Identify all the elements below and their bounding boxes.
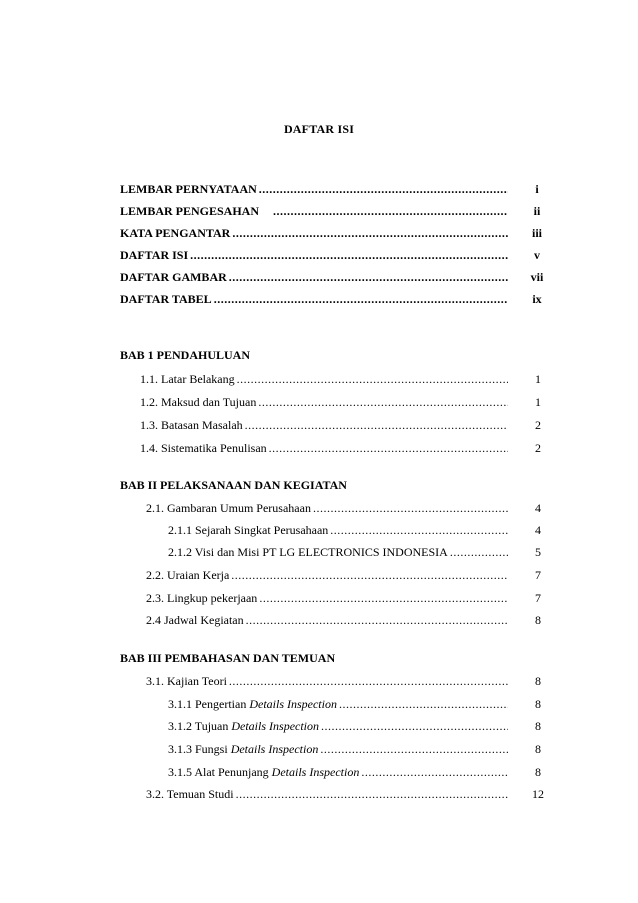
toc-label: 2.2. Uraian Kerja: [146, 568, 230, 582]
toc-page-number: 7: [535, 591, 541, 605]
toc-label: KATA PENGANTAR: [120, 226, 231, 240]
toc-label: 1.2. Maksud dan Tujuan: [140, 395, 257, 409]
toc-row-3-1[interactable]: [0, 672, 638, 690]
toc-page-number: ii: [533, 204, 541, 218]
toc-label: [168, 763, 359, 781]
dot-leader: [232, 224, 508, 242]
dot-leader: [214, 290, 508, 308]
toc-label: 2.3. Lingkup pekerjaan: [146, 591, 258, 605]
page-title: DAFTAR ISI: [283, 122, 355, 136]
toc-label: 1.3. Batasan Masalah: [140, 418, 243, 432]
dot-leader: [361, 763, 508, 781]
toc-page-number: v: [534, 248, 540, 262]
dot-leader: [320, 740, 508, 758]
toc-row-daftar-isi[interactable]: [0, 246, 638, 264]
toc-page-number: vii: [530, 270, 544, 284]
toc-row-1-1[interactable]: [0, 370, 638, 388]
toc-label: DAFTAR GAMBAR: [120, 270, 227, 284]
toc-page-number: 8: [535, 719, 541, 733]
toc-page-number: 4: [535, 501, 541, 515]
toc-label-italic: Details Inspection: [231, 719, 320, 733]
toc-label-italic: Details Inspection: [230, 742, 319, 756]
toc-label: 1.1. Latar Belakang: [140, 372, 235, 386]
dot-leader: [313, 499, 508, 517]
toc-label: [168, 740, 318, 758]
toc-page-number: ix: [532, 292, 542, 306]
toc-row-kata-pengantar[interactable]: [0, 224, 638, 242]
dot-leader: [231, 566, 508, 584]
dot-leader: [259, 589, 508, 607]
toc-page-number: 8: [535, 742, 541, 756]
toc-row-2-3[interactable]: [0, 589, 638, 607]
toc-row-2-4[interactable]: [0, 611, 638, 629]
dot-leader: [339, 695, 508, 713]
dot-leader: [246, 611, 508, 629]
dot-leader: [245, 416, 508, 434]
toc-page-number: 8: [535, 674, 541, 688]
toc-label: 3.2. Temuan Studi: [146, 787, 234, 801]
toc-row-3-1-3[interactable]: [0, 740, 638, 758]
toc-label: 2.1. Gambaran Umum Perusahaan: [146, 501, 311, 515]
toc-page-number: iii: [531, 226, 542, 240]
toc-page-number: i: [535, 182, 539, 196]
toc-row-3-1-5[interactable]: [0, 763, 638, 781]
toc-row-2-1-1[interactable]: [0, 521, 638, 539]
toc-page-number: 4: [535, 523, 541, 537]
toc-label: LEMBAR PERNYATAAN: [120, 182, 257, 196]
toc-label: 3.1. Kajian Teori: [146, 674, 227, 688]
dot-leader: [269, 439, 508, 457]
toc-label: LEMBAR PENGESAHAN: [120, 204, 260, 218]
section-heading-bab-3: BAB III PEMBAHASAN DAN TEMUAN: [120, 651, 336, 665]
toc-label: 1.4. Sistematika Penulisan: [140, 441, 267, 455]
toc-row-1-3[interactable]: [0, 416, 638, 434]
dot-leader: [237, 370, 508, 388]
toc-page-number: 8: [535, 765, 541, 779]
toc-page-number: 8: [535, 697, 541, 711]
toc-page-number: 1: [535, 372, 541, 386]
toc-row-2-1[interactable]: [0, 499, 638, 517]
toc-row-1-2[interactable]: [0, 393, 638, 411]
toc-label-text: 3.1.2 Tujuan: [168, 719, 229, 733]
dot-leader: [321, 717, 508, 735]
toc-page-number: 8: [535, 613, 541, 627]
dot-leader: [259, 180, 508, 198]
toc-row-3-1-1[interactable]: [0, 695, 638, 713]
dot-leader: [273, 202, 508, 220]
toc-row-daftar-tabel[interactable]: [0, 290, 638, 308]
toc-row-lembar-pernyataan[interactable]: [0, 180, 638, 198]
dot-leader: [229, 672, 508, 690]
dot-leader: [258, 393, 508, 411]
section-heading-bab-1: BAB 1 PENDAHULUAN: [120, 348, 251, 362]
toc-label: [168, 695, 337, 713]
toc-label-text: 3.1.5 Alat Penunjang: [168, 765, 272, 779]
toc-label: DAFTAR TABEL: [120, 292, 212, 306]
toc-row-daftar-gambar[interactable]: [0, 268, 638, 286]
toc-row-lembar-pengesahan[interactable]: [0, 202, 638, 220]
toc-page-number: 7: [535, 568, 541, 582]
toc-page-number: 1: [535, 395, 541, 409]
toc-page-number: 2: [535, 441, 541, 455]
dot-leader: [229, 268, 508, 286]
toc-label: 2.4 Jadwal Kegiatan: [146, 613, 244, 627]
dot-leader: [190, 246, 508, 264]
dot-leader: [330, 521, 508, 539]
toc-row-2-2[interactable]: [0, 566, 638, 584]
toc-label: 2.1.1 Sejarah Singkat Perusahaan: [168, 523, 329, 537]
toc-label-italic: Details Inspection: [249, 697, 337, 711]
toc-label-text: 3.1.3 Fungsi: [168, 742, 228, 756]
toc-label: DAFTAR ISI: [120, 248, 189, 262]
toc-page-number: 5: [535, 545, 541, 559]
toc-row-1-4[interactable]: [0, 439, 638, 457]
toc-page-number: 2: [535, 418, 541, 432]
toc-label: 2.1.2 Visi dan Misi PT LG ELECTRONICS INDONESIA: [168, 545, 448, 559]
toc-label-italic: Details Inspection: [271, 765, 360, 779]
toc-label-text: 3.1.1 Pengertian: [168, 697, 247, 711]
toc-page-number: 12: [532, 787, 544, 801]
toc-label: [168, 717, 319, 735]
toc-row-2-1-2[interactable]: [0, 543, 638, 561]
dot-leader: [450, 543, 508, 561]
toc-row-3-1-2[interactable]: [0, 717, 638, 735]
toc-row-3-2[interactable]: [0, 785, 638, 803]
section-heading-bab-2: BAB II PELAKSANAAN DAN KEGIATAN: [120, 478, 347, 492]
dot-leader: [236, 785, 508, 803]
